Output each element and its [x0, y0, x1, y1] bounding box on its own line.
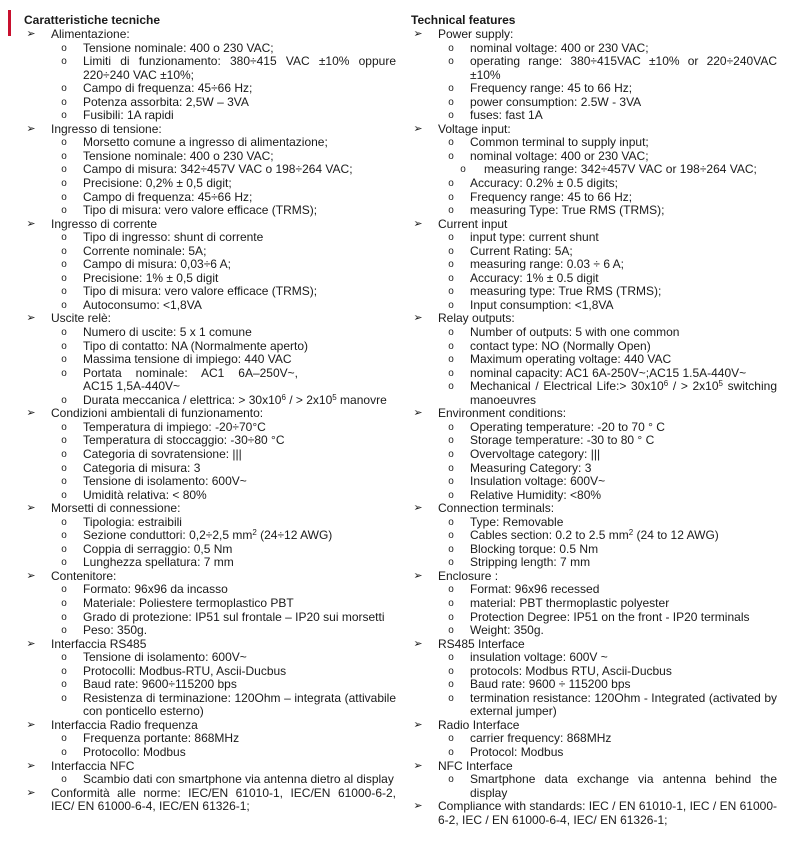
- list-item: o Baud rate: 9600 ÷ 115200 bps: [438, 678, 777, 692]
- circle-bullet-icon: o: [61, 692, 67, 704]
- circle-bullet-icon: o: [448, 354, 454, 366]
- list-item: o Campo di misura: 0,03÷6 A;: [51, 258, 396, 272]
- en-section-nfc: [411, 760, 777, 801]
- circle-bullet-icon: o: [61, 286, 67, 298]
- arrow-bullet-icon: ➢: [413, 502, 423, 515]
- arrow-bullet-icon: ➢: [26, 502, 36, 515]
- circle-bullet-icon: o: [448, 489, 454, 501]
- list-item: o Portata nominale: AC1 6A–250V~, AC15 1,5A-440V~: [51, 367, 298, 394]
- list-item: o Corrente nominale: 5A;: [51, 245, 396, 259]
- list-item: o Scambio dati con smartphone via antenna dietro al display: [51, 773, 396, 787]
- arrow-bullet-icon: ➢: [26, 312, 36, 325]
- section-label: RS485 Interface: [438, 636, 525, 651]
- arrow-bullet-icon: ➢: [413, 407, 423, 420]
- list-item: o Type: Removable: [438, 516, 777, 530]
- english-title: Technical features: [411, 13, 516, 27]
- circle-bullet-icon: o: [448, 679, 454, 691]
- circle-bullet-icon: o: [448, 462, 454, 474]
- list-item: o Precisione: 1% ± 0,5 digit: [51, 272, 396, 286]
- arrow-bullet-icon: ➢: [26, 718, 36, 731]
- circle-bullet-icon: o: [61, 110, 67, 122]
- list-item: o Campo di frequenza: 45÷66 Hz;: [51, 82, 396, 96]
- list-item: o Maximum operating voltage: 440 VAC: [438, 353, 777, 367]
- circle-bullet-icon: o: [61, 272, 67, 284]
- it-section-power: [24, 28, 396, 123]
- circle-bullet-icon: o: [448, 665, 454, 677]
- list-item: o Formato: 96x96 da incasso: [51, 583, 396, 597]
- list-item: o Lunghezza spellatura: 7 mm: [51, 556, 396, 570]
- list-item: o Protocolli: Modbus-RTU, Ascii-Ducbus: [51, 665, 396, 679]
- list-item: o Morsetto comune a ingresso di alimentazione;: [51, 136, 396, 150]
- list-item: o power consumption: 2.5W - 3VA: [438, 96, 777, 110]
- section-label: Radio Interface: [438, 717, 520, 732]
- list-item: o Temperatura di impiego: -20÷70°C: [51, 421, 396, 435]
- circle-bullet-icon: o: [448, 259, 454, 271]
- section-label: Relay outputs:: [438, 311, 515, 326]
- list-item: o Peso: 350g.: [51, 624, 396, 638]
- circle-bullet-icon: o: [448, 692, 454, 704]
- list-item: o Stripping length: 7 mm: [438, 556, 777, 570]
- circle-bullet-icon: o: [61, 733, 67, 745]
- list-item: o Protocol: Modbus: [438, 746, 777, 760]
- circle-bullet-icon: o: [448, 286, 454, 298]
- circle-bullet-icon: o: [61, 56, 67, 68]
- circle-bullet-icon: o: [448, 327, 454, 339]
- list-item: o Umidità relativa: < 80%: [51, 489, 396, 503]
- list-item: o Numero di uscite: 5 x 1 comune: [51, 326, 396, 340]
- list-item: o Input consumption: <1,8VA: [438, 299, 777, 313]
- list-item: o fuses: fast 1A: [438, 109, 777, 123]
- list-item: o Operating temperature: -20 to 70 ° C: [438, 421, 777, 435]
- section-label: Enclosure :: [438, 568, 499, 583]
- circle-bullet-icon: o: [448, 205, 454, 217]
- list-item: o protocols: Modbus RTU, Ascii-Ducbus: [438, 665, 777, 679]
- circle-bullet-icon: o: [61, 245, 67, 257]
- list-item: o Frequenza portante: 868MHz: [51, 732, 396, 746]
- circle-bullet-icon: o: [61, 597, 67, 609]
- list-item: o Protection Degree: IP51 on the front - IP20 terminals: [438, 611, 777, 625]
- list-item: o Autoconsumo: <1,8VA: [51, 299, 396, 313]
- en-section-rs485: [411, 638, 777, 719]
- list-item: o measuring Type: True RMS (TRMS);: [438, 204, 777, 218]
- list-item: o Categoria di sovratensione: |||: [51, 448, 396, 462]
- circle-bullet-icon: o: [448, 625, 454, 637]
- circle-bullet-icon: o: [61, 611, 67, 623]
- circle-bullet-icon: o: [448, 42, 454, 54]
- section-label: Interfaccia Radio frequenza: [51, 717, 198, 732]
- list-item: o Categoria di misura: 3: [51, 462, 396, 476]
- circle-bullet-icon: o: [61, 178, 67, 190]
- section-label: Compliance with standards: IEC / EN 61010-1, IEC / EN 61000-6-2, IEC / EN 61000-6-4, IEC/ EN 61326-1;: [438, 799, 777, 827]
- list-item: o Campo di frequenza: 45÷66 Hz;: [51, 191, 396, 205]
- circle-bullet-icon: o: [61, 354, 67, 366]
- list-item: o Resistenza di terminazione: 120Ohm – integrata (attivabile con ponticello esterno): [51, 692, 396, 719]
- it-section-relay-outputs: [24, 312, 396, 407]
- list-item-durability: o Mechanical / Electrical Life:> $30x10^6$ / > $2x10^5$ switching manoeuvres: [438, 380, 777, 407]
- en-section-enclosure: [411, 570, 777, 638]
- section-label: Morsetti di connessione:: [51, 501, 181, 516]
- circle-bullet-icon: o: [448, 421, 454, 433]
- circle-bullet-icon: o: [61, 205, 67, 217]
- list-item: o Relative Humidity: <80%: [438, 489, 777, 503]
- section-label: Interfaccia NFC: [51, 758, 135, 773]
- circle-bullet-icon: o: [61, 774, 67, 786]
- section-label: NFC Interface: [438, 758, 513, 773]
- list-item: o Materiale: Poliestere termoplastico PBT: [51, 597, 396, 611]
- list-item: o termination resistance: 120Ohm - Integrated (activated by external jumper): [438, 692, 777, 719]
- list-item: o carrier frequency: 868MHz: [438, 732, 777, 746]
- list-item: o Massima tensione di impiego: 440 VAC: [51, 353, 396, 367]
- it-section-voltage-input: [24, 123, 396, 218]
- circle-bullet-icon: o: [61, 489, 67, 501]
- circle-bullet-icon: o: [61, 259, 67, 271]
- list-item: o Tipo di misura: vero valore efficace (TRMS);: [51, 285, 396, 299]
- it-section-radio: [24, 719, 396, 760]
- circle-bullet-icon: o: [448, 557, 454, 569]
- italian-column: [24, 14, 396, 814]
- circle-bullet-icon: o: [448, 516, 454, 528]
- list-item: o measuring type: True RMS (TRMS);: [438, 285, 777, 299]
- list-item: o contact type: NO (Normally Open): [438, 340, 777, 354]
- list-item: o Accuracy: 1% ± 0.5 digit: [438, 272, 777, 286]
- arrow-bullet-icon: ➢: [26, 28, 36, 40]
- en-section-voltage-input: [411, 123, 777, 218]
- section-label: Contenitore:: [51, 568, 117, 583]
- circle-bullet-icon: o: [448, 746, 454, 758]
- circle-bullet-icon: o: [448, 191, 454, 203]
- circle-bullet-icon: o: [448, 245, 454, 257]
- arrow-bullet-icon: ➢: [26, 786, 36, 799]
- list-item: o insulation voltage: 600V ~: [438, 651, 777, 665]
- section-label: Connection terminals:: [438, 501, 555, 516]
- circle-bullet-icon: o: [61, 42, 67, 54]
- arrow-bullet-icon: ➢: [26, 569, 36, 582]
- circle-bullet-icon: o: [448, 367, 454, 379]
- italian-title: Caratteristiche tecniche: [24, 13, 161, 27]
- circle-bullet-icon: o: [61, 516, 67, 528]
- section-label: Conformità alle norme: IEC/EN 61010-1, IEC/EN 61000-6-2, IEC/ EN 61000-6-4, IEC/EN 61326-1;: [51, 785, 396, 814]
- list-item: o nominal voltage: 400 or 230 VAC;: [438, 150, 777, 164]
- circle-bullet-icon: o: [61, 367, 67, 379]
- en-section-current-input: [411, 218, 777, 313]
- arrow-bullet-icon: ➢: [413, 718, 423, 731]
- circle-bullet-icon: o: [61, 530, 67, 542]
- list-item: o Sezione conduttori: 0,2÷2,5 $mm^2$ (24÷12 AWG): [51, 529, 396, 543]
- list-item: o Storage temperature: -30 to 80 ° C: [438, 434, 777, 448]
- list-item: o Insulation voltage: 600V~: [438, 475, 777, 489]
- it-section-environment: [24, 407, 396, 502]
- circle-bullet-icon: o: [448, 530, 454, 542]
- circle-bullet-icon: o: [61, 164, 67, 176]
- arrow-bullet-icon: ➢: [26, 759, 36, 772]
- circle-bullet-icon: o: [61, 476, 67, 488]
- circle-bullet-icon: o: [61, 232, 67, 244]
- circle-bullet-icon: o: [460, 164, 466, 176]
- circle-bullet-icon: o: [61, 96, 67, 108]
- circle-bullet-icon: o: [61, 746, 67, 758]
- circle-bullet-icon: o: [448, 381, 454, 393]
- list-item: o Blocking torque: 0.5 Nm: [438, 543, 777, 557]
- section-label: Ingresso di tensione:: [51, 121, 162, 136]
- circle-bullet-icon: o: [448, 96, 454, 108]
- list-item: o measuring range: 342÷457V VAC or 198÷264 VAC;: [438, 163, 777, 177]
- section-label: Environment conditions:: [438, 406, 567, 421]
- circle-bullet-icon: o: [448, 178, 454, 190]
- arrow-bullet-icon: ➢: [413, 637, 423, 650]
- list-item: o Baud rate: 9600÷115200 bps: [51, 678, 396, 692]
- arrow-bullet-icon: ➢: [413, 759, 423, 772]
- it-section-enclosure: [24, 570, 396, 638]
- list-item: o Tipologia: estraibili: [51, 516, 396, 530]
- list-item: o Tensione di isolamento: 600V~: [51, 651, 396, 665]
- list-item: o Number of outputs: 5 with one common: [438, 326, 777, 340]
- english-column: [411, 14, 777, 827]
- list-item: o Grado di protezione: IP51 sul frontale – IP20 sui morsetti: [51, 611, 396, 625]
- list-item: o nominal capacity: AC1 6A-250V~;AC15 1.5A-440V~: [438, 367, 777, 381]
- circle-bullet-icon: o: [448, 448, 454, 460]
- circle-bullet-icon: o: [61, 421, 67, 433]
- list-item: o Tipo di ingresso: shunt di corrente: [51, 231, 396, 245]
- circle-bullet-icon: o: [61, 462, 67, 474]
- arrow-bullet-icon: ➢: [26, 407, 36, 420]
- circle-bullet-icon: o: [61, 327, 67, 339]
- en-section-radio: [411, 719, 777, 760]
- it-section-current-input: [24, 218, 396, 313]
- list-item: o material: PBT thermoplastic polyester: [438, 597, 777, 611]
- it-section-terminals: [24, 502, 396, 570]
- list-item: o Frequency range: 45 to 66 Hz;: [438, 82, 777, 96]
- list-item: o Overvoltage category: |||: [438, 448, 777, 462]
- circle-bullet-icon: o: [448, 150, 454, 162]
- en-section-relay-outputs: [411, 312, 777, 407]
- arrow-bullet-icon: ➢: [413, 122, 423, 135]
- list-item: o Limiti di funzionamento: 380÷415 VAC ±10% oppure 220÷240 VAC ±10%;: [51, 55, 396, 82]
- circle-bullet-icon: o: [448, 543, 454, 555]
- arrow-bullet-icon: ➢: [413, 569, 423, 582]
- list-item: o Coppia di serraggio: 0,5 Nm: [51, 543, 396, 557]
- circle-bullet-icon: o: [448, 733, 454, 745]
- circle-bullet-icon: o: [448, 476, 454, 488]
- circle-bullet-icon: o: [61, 394, 67, 406]
- circle-bullet-icon: o: [61, 652, 67, 664]
- arrow-bullet-icon: ➢: [26, 217, 36, 230]
- en-section-environment: [411, 407, 777, 502]
- circle-bullet-icon: o: [448, 652, 454, 664]
- arrow-bullet-icon: ➢: [413, 28, 423, 40]
- it-section-compliance: [24, 787, 396, 814]
- list-item: o Measuring Category: 3: [438, 462, 777, 476]
- list-item: o Tipo di contatto: NA (Normalmente aperto): [51, 340, 396, 354]
- circle-bullet-icon: o: [448, 110, 454, 122]
- circle-bullet-icon: o: [448, 299, 454, 311]
- circle-bullet-icon: o: [61, 435, 67, 447]
- section-label: Condizioni ambientali di funzionamento:: [51, 406, 264, 421]
- circle-bullet-icon: o: [448, 272, 454, 284]
- circle-bullet-icon: o: [61, 83, 67, 95]
- list-item: o Frequency range: 45 to 66 Hz;: [438, 191, 777, 205]
- circle-bullet-icon: o: [448, 56, 454, 68]
- list-item-durability: o Durata meccanica / elettrica: > $30x10^6$ / > $2x10^5$ manovre: [51, 394, 396, 408]
- arrow-bullet-icon: ➢: [413, 312, 423, 325]
- list-item: o operating range: 380÷415VAC ±10% or 220÷240VAC ±10%: [438, 55, 777, 82]
- circle-bullet-icon: o: [61, 340, 67, 352]
- en-section-power: [411, 28, 777, 123]
- circle-bullet-icon: o: [448, 137, 454, 149]
- list-item: o Format: 96x96 recessed: [438, 583, 777, 597]
- arrow-bullet-icon: ➢: [26, 122, 36, 135]
- section-label: Current input: [438, 216, 508, 231]
- list-item: o Common terminal to supply input;: [438, 136, 777, 150]
- circle-bullet-icon: o: [448, 597, 454, 609]
- list-item: o Cables section: 0.2 to 2.5 $mm^2$ (24 to 12 AWG): [438, 529, 777, 543]
- list-item: o Weight: 350g.: [438, 624, 777, 638]
- circle-bullet-icon: o: [61, 584, 67, 596]
- circle-bullet-icon: o: [61, 191, 67, 203]
- section-label: Uscite relè:: [51, 311, 112, 326]
- list-item: o measuring range: 0.03 ÷ 6 A;: [438, 258, 777, 272]
- section-label: Ingresso di corrente: [51, 216, 158, 231]
- circle-bullet-icon: o: [448, 584, 454, 596]
- list-item: o Accuracy: 0.2% ± 0.5 digits;: [438, 177, 777, 191]
- list-item: o Protocollo: Modbus: [51, 746, 396, 760]
- en-section-compliance: [411, 800, 777, 827]
- circle-bullet-icon: o: [61, 679, 67, 691]
- arrow-bullet-icon: ➢: [413, 800, 423, 813]
- list-item: o Campo di misura: 342÷457V VAC o 198÷264 VAC;: [51, 163, 396, 177]
- circle-bullet-icon: o: [61, 137, 67, 149]
- circle-bullet-icon: o: [448, 83, 454, 95]
- red-accent-bar: [8, 10, 11, 36]
- list-item: o input type: current shunt: [438, 231, 777, 245]
- list-item: o Precisione: 0,2% ± 0,5 digit;: [51, 177, 396, 191]
- circle-bullet-icon: o: [61, 557, 67, 569]
- section-label: Power supply:: [438, 27, 514, 41]
- list-item: o Smartphone data exchange via antenna behind the display: [438, 773, 777, 800]
- list-item: o Potenza assorbita: 2,5W – 3VA: [51, 96, 396, 110]
- list-item: o Tensione nominale: 400 o 230 VAC;: [51, 150, 396, 164]
- list-item: o Tensione nominale: 400 o 230 VAC;: [51, 42, 396, 56]
- list-item: o nominal voltage: 400 or 230 VAC;: [438, 42, 777, 56]
- arrow-bullet-icon: ➢: [26, 637, 36, 650]
- circle-bullet-icon: o: [448, 611, 454, 623]
- circle-bullet-icon: o: [61, 150, 67, 162]
- circle-bullet-icon: o: [448, 232, 454, 244]
- it-section-rs485: [24, 638, 396, 719]
- circle-bullet-icon: o: [448, 435, 454, 447]
- circle-bullet-icon: o: [61, 448, 67, 460]
- section-label: Alimentazione:: [51, 27, 130, 41]
- circle-bullet-icon: o: [61, 543, 67, 555]
- circle-bullet-icon: o: [61, 665, 67, 677]
- circle-bullet-icon: o: [448, 774, 454, 786]
- list-item: o Current Rating: 5A;: [438, 245, 777, 259]
- circle-bullet-icon: o: [61, 299, 67, 311]
- circle-bullet-icon: o: [61, 625, 67, 637]
- it-section-nfc: [24, 760, 396, 787]
- section-label: Voltage input:: [438, 121, 511, 136]
- section-label: Interfaccia RS485: [51, 636, 147, 651]
- list-item: o Tensione di isolamento: 600V~: [51, 475, 396, 489]
- list-item: o Tipo di misura: vero valore efficace (TRMS);: [51, 204, 396, 218]
- list-item: o Fusibili: 1A rapidi: [51, 109, 396, 123]
- list-item: o Temperatura di stoccaggio: -30÷80 °C: [51, 434, 396, 448]
- en-section-terminals: [411, 502, 777, 570]
- arrow-bullet-icon: ➢: [413, 217, 423, 230]
- circle-bullet-icon: o: [448, 340, 454, 352]
